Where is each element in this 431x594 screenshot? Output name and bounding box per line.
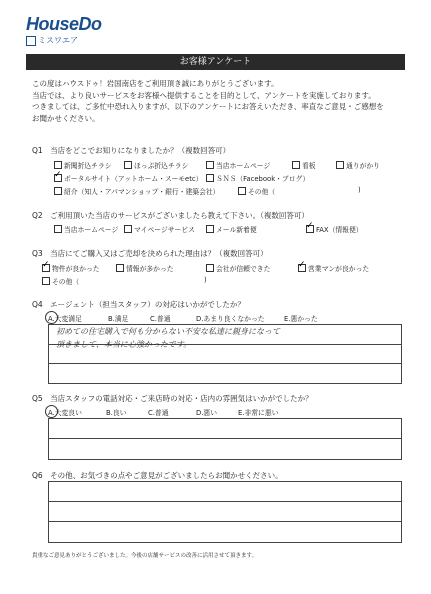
option-label: 通りがかり	[346, 162, 380, 170]
q1-option[interactable]	[54, 186, 219, 196]
q1-option[interactable]	[206, 160, 270, 170]
checkbox-icon[interactable]	[206, 264, 214, 272]
option-label: ほっぷ折込チラシ	[134, 162, 189, 170]
q4-answer-text: 初めての住宅購入で何も分からない不安な私達に親身になって	[56, 327, 280, 336]
option-label: 新聞折込チラシ	[64, 162, 112, 170]
checkbox-icon[interactable]	[54, 225, 62, 233]
q4-option[interactable]	[150, 313, 171, 323]
q3-option[interactable]	[206, 263, 270, 273]
q3-option[interactable]	[42, 263, 100, 273]
intro-line: この度はハウスドゥ！岩国南店をご利用頂き誠にありがとうございます。	[32, 79, 279, 88]
company-logo	[26, 14, 106, 50]
q5-label: Q5 当店スタッフの電話対応・ご来店時の対応・店内の雰囲気はいかがでしたか？	[32, 394, 313, 403]
option-label: 当店ホームページ	[64, 226, 119, 234]
checkbox-checked-icon[interactable]	[306, 225, 314, 233]
option-label: A.大変満足	[48, 315, 82, 323]
checkbox-icon[interactable]	[206, 174, 214, 182]
q6-label: Q6 その他、お気づきの点やご意見がございましたらお聞かせください。	[32, 471, 283, 480]
checkbox-icon[interactable]	[116, 264, 124, 272]
q2-option[interactable]	[124, 224, 195, 234]
option-label: E.非常に悪い	[238, 409, 279, 417]
page-title: お客様アンケート	[26, 54, 405, 70]
option-label: マイページサービス	[134, 226, 195, 234]
q1-label: Q1 当店をどこでお知りになりましたか？（複数回答可）	[32, 146, 231, 155]
option-label: E.悪かった	[284, 315, 318, 323]
q1-other-close: )	[358, 186, 361, 194]
q3-option[interactable]	[298, 263, 369, 273]
q1-option[interactable]	[54, 160, 112, 170]
q4-option[interactable]	[108, 313, 128, 323]
q1-option[interactable]	[292, 160, 316, 170]
answer-line	[48, 363, 401, 364]
q1-option[interactable]	[54, 173, 202, 183]
q1-option[interactable]	[124, 160, 188, 170]
option-label: 情報が多かった	[126, 265, 174, 273]
option-label: D.あまり良くなかった	[196, 315, 265, 323]
q2-option[interactable]	[54, 224, 118, 234]
option-label: 看板	[302, 162, 316, 170]
q2-option[interactable]	[306, 224, 363, 234]
q5-option[interactable]	[196, 407, 217, 417]
option-label: C.普通	[150, 315, 171, 323]
q4-option[interactable]	[284, 313, 318, 323]
intro-line: お聞かせください。	[32, 113, 100, 123]
intro-line: つきましては、ご多忙中恐れ入りますが、以下のアンケートにお答えいただき、率直なご意見・ご感想を	[32, 102, 384, 111]
checkbox-icon[interactable]	[238, 187, 246, 195]
option-label: B.良い	[106, 409, 127, 417]
q3-other-close: )	[204, 276, 207, 284]
option-label: ポータルサイト（アットホーム・スーモetc）	[64, 175, 203, 183]
option-label: 営業マンが良かった	[308, 265, 370, 273]
checkbox-checked-icon[interactable]	[42, 264, 50, 272]
checkbox-icon[interactable]	[206, 225, 214, 233]
q1-option[interactable]	[206, 173, 309, 183]
q2-label: Q2 ご利用頂いた当店のサービスがございましたら教えて下さい。（複数回答可）	[32, 211, 309, 220]
q3-label: Q3 当店にてご購入又はご売却を決められた理由は？（複数回答可）	[32, 249, 268, 258]
logo-sub-label: ミスワエア	[38, 36, 78, 45]
q5-option[interactable]	[106, 407, 126, 417]
answer-line	[48, 438, 401, 439]
logo-text: HouseDo	[26, 14, 102, 34]
checkbox-icon[interactable]	[292, 161, 300, 169]
intro-text	[32, 78, 402, 124]
checkbox-icon[interactable]	[54, 187, 62, 195]
answer-line	[48, 501, 401, 502]
q3-option-other[interactable]	[42, 276, 79, 286]
logo-mark-icon	[26, 36, 36, 46]
checkbox-icon[interactable]	[42, 277, 50, 285]
option-label: メール新着便	[216, 226, 257, 234]
option-label: その他（	[248, 188, 276, 196]
option-label: FAX（情報便）	[316, 226, 363, 234]
footer-note: 貴重なご意見ありがとうございました。今後の店舗サービスの改善に活用させて頂きます。	[32, 553, 258, 559]
q1-option[interactable]	[336, 160, 380, 170]
checkbox-icon[interactable]	[124, 161, 132, 169]
q3-option[interactable]	[116, 263, 174, 273]
option-label: ＳＮＳ（Facebook・ブログ）	[216, 175, 310, 183]
checkbox-checked-icon[interactable]	[298, 264, 306, 272]
checkbox-icon[interactable]	[206, 161, 214, 169]
option-label: 物件が良かった	[52, 265, 100, 273]
q5-answer-box[interactable]	[48, 418, 402, 460]
option-label: 紹介（知人・アパマンショップ・銀行・建築会社）	[64, 188, 220, 196]
q2-option[interactable]	[206, 224, 257, 234]
q1-option-other[interactable]	[238, 186, 275, 196]
option-label: B.満足	[108, 315, 129, 323]
selected-circle-icon	[45, 405, 58, 418]
option-label: A.大変良い	[48, 409, 82, 417]
q5-option[interactable]	[238, 407, 278, 417]
q4-label: Q4 エージェント（担当スタッフ）の対応はいかがでしたか？	[32, 300, 245, 309]
logo-subtext	[26, 35, 106, 46]
intro-line: 当店では、より良いサービスをお客様へ提供することを目的として、アンケートを実施しております。	[32, 90, 376, 100]
option-label: 当店ホームページ	[216, 162, 271, 170]
checkbox-checked-icon[interactable]	[54, 174, 62, 182]
option-label: C.普通	[148, 409, 169, 417]
q4-answer-text: 頂きまして、本当に心強かったです。	[56, 340, 192, 349]
checkbox-icon[interactable]	[336, 161, 344, 169]
q5-option[interactable]	[148, 407, 169, 417]
selected-circle-icon	[45, 311, 58, 324]
option-label: その他（	[52, 278, 80, 286]
option-label: 会社が信頼できた	[216, 265, 271, 273]
option-label: D.悪い	[196, 409, 217, 417]
checkbox-icon[interactable]	[124, 225, 132, 233]
answer-line	[48, 521, 401, 522]
checkbox-icon[interactable]	[54, 161, 62, 169]
q6-answer-box[interactable]	[48, 481, 402, 543]
q4-option[interactable]	[196, 313, 265, 323]
